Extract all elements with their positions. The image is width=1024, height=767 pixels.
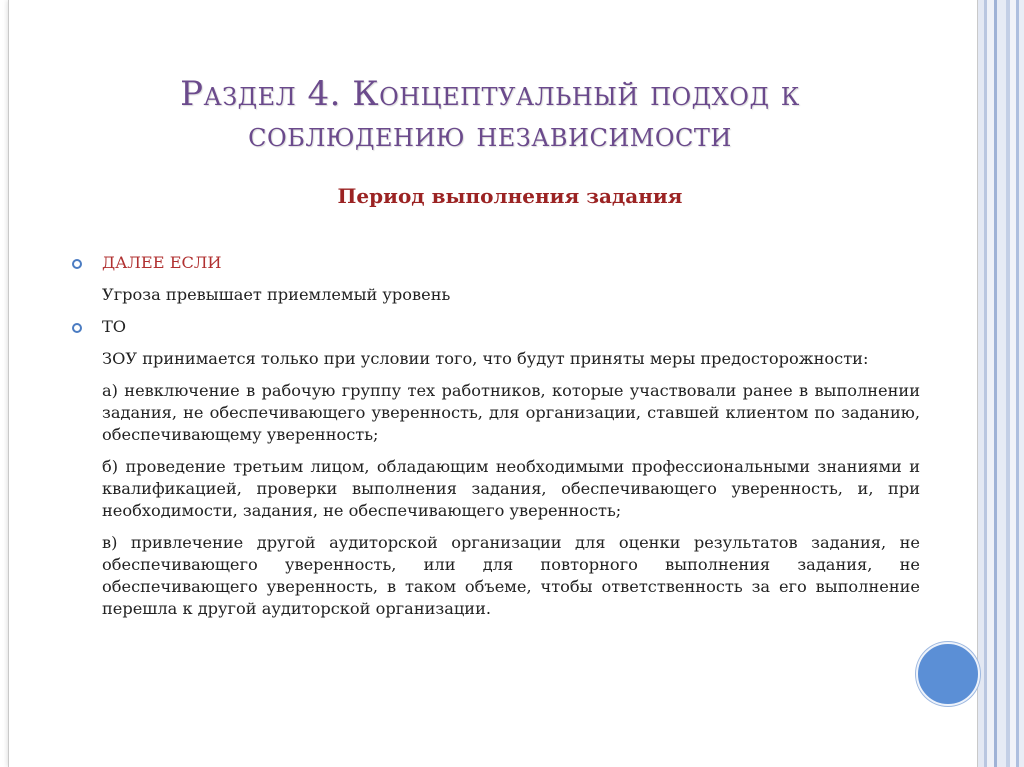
- slide-subtitle: Период выполнения задания: [337, 184, 683, 208]
- bullet-label-then: ТО: [102, 317, 127, 336]
- consequence-text: ЗОУ принимается только при условии того, что будут приняты меры предосторожности:: [102, 349, 869, 368]
- slide-title: [60, 74, 920, 156]
- measure-b: б) проведение третьим лицом, обладающим необходимыми профессиональными знаниями и квалификацией, проверки выполнения задания, обеспечивающего уверенность, и, при необходимости, задания, не обеспечивающего уверенность;: [102, 457, 920, 520]
- bullet-item-if: [72, 252, 920, 274]
- slide-title-line2: соблюдению независимости: [248, 115, 732, 155]
- decorative-stripes: [978, 0, 1024, 767]
- bullet-item-then: [72, 316, 920, 338]
- hollow-circle-bullet-icon: [72, 259, 82, 269]
- slide-content: [102, 252, 920, 620]
- slide-title-line1: Раздел 4. Концептуальный подход к: [180, 74, 800, 114]
- condition-text: Угроза превышает приемлемый уровень: [102, 285, 451, 304]
- hollow-circle-bullet-icon: [72, 323, 82, 333]
- bullet-label-if: ДАЛЕЕ ЕСЛИ: [102, 253, 222, 272]
- measure-a: а) невключение в рабочую группу тех работников, которые участвовали ранее в выполнении задания, не обеспечивающего уверенность, для организации, ставшей клиентом по заданию, обеспечивающему уверенность;: [102, 381, 920, 444]
- blue-circle-icon: [916, 642, 980, 706]
- measure-c: в) привлечение другой аудиторской организации для оценки результатов задания, не обеспечивающего уверенность, или для повторного выполнения задания, не обеспечивающего уверенность, в таком объеме, чтобы ответственность за его выполнение перешла к другой аудиторской организации.: [102, 533, 920, 618]
